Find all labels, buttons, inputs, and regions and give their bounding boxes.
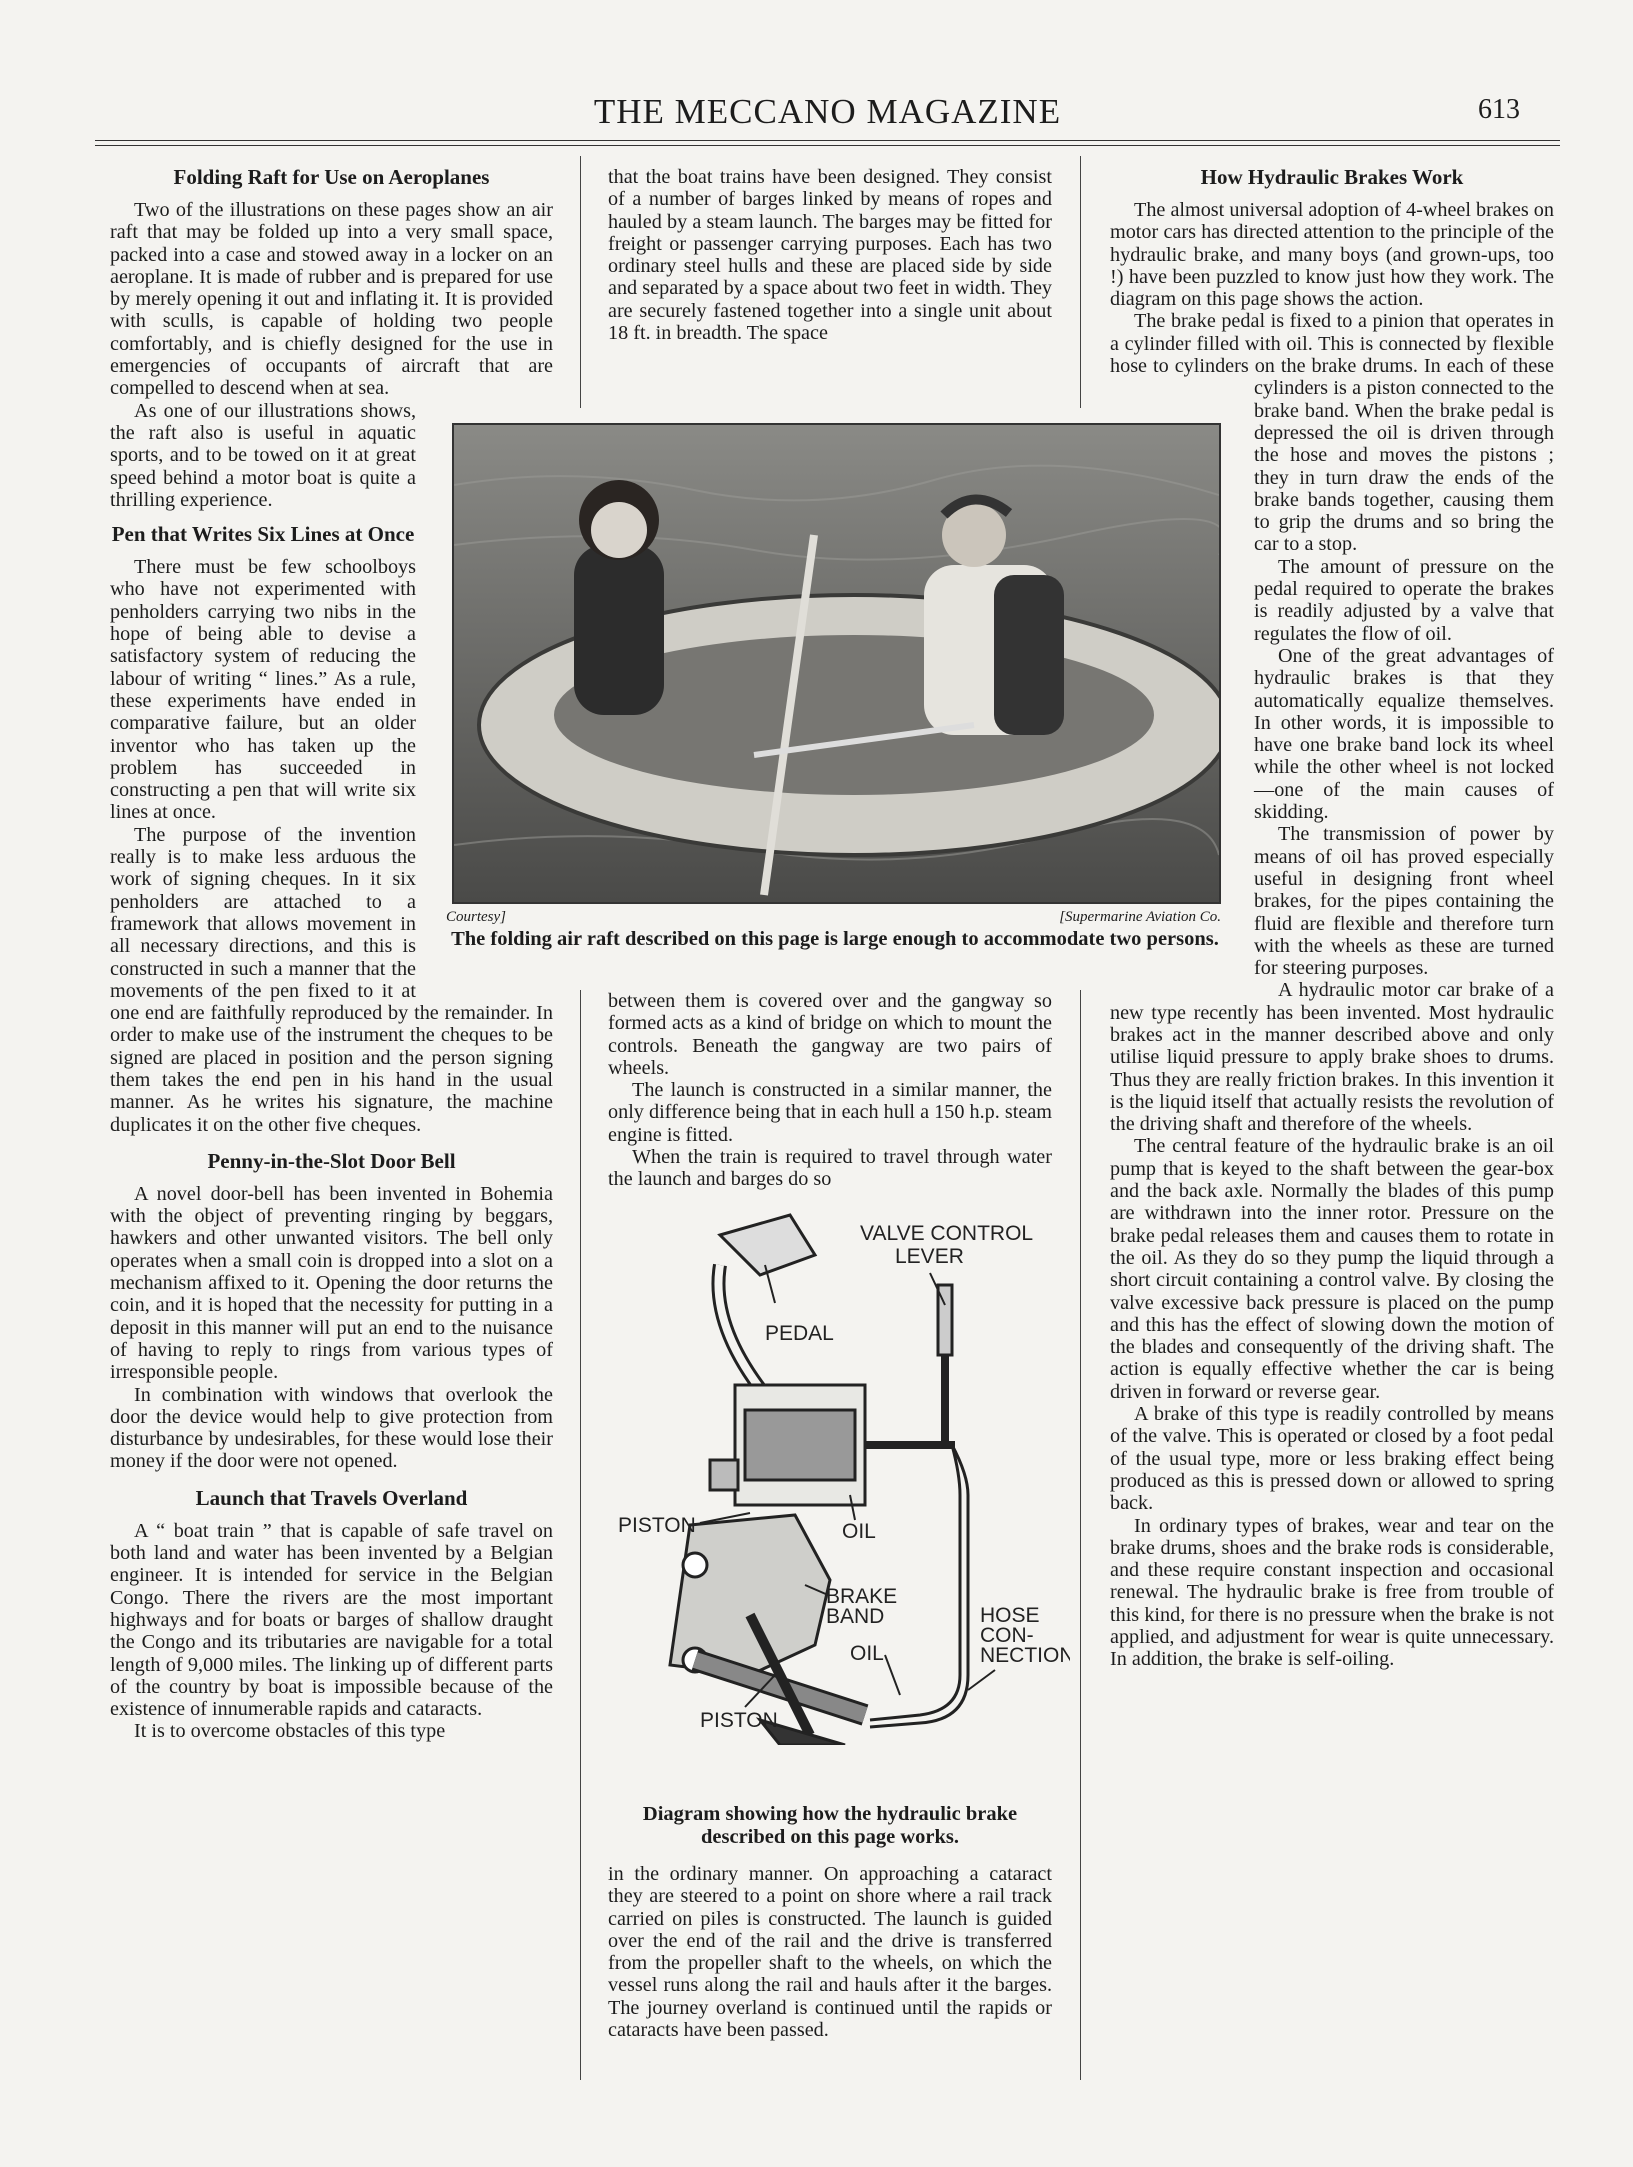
article-launch-mid-p3: When the train is required to travel through water the launch and barges do so [608, 1146, 1052, 1191]
label-hose-nection: NECTION [980, 1644, 1070, 1667]
label-band: BAND [826, 1605, 885, 1628]
label-hose: HOSE [980, 1604, 1040, 1627]
label-piston-bottom: PISTON [700, 1709, 778, 1732]
article-pen-p2: The purpose of the invention really is to make less arduous the work of signing cheques. In it six penholders are attached to a framework that allows movement in all necessary directions, and this is constructed in such a manner that the movements of the pen fixed to it at one end are faithfully reproduced by the remainder. In order to make use of the instrument the cheques to be signed are placed in position and the person signing them takes the end pen in his hand in the usual manner. As he writes his signature, the machine duplicates it on the other five cheques. [110, 823, 553, 1136]
raft-photo [452, 423, 1221, 904]
label-valve-lever: LEVER [895, 1245, 964, 1268]
article-launch-cont-bottom: in the ordinary manner. On approaching a cataract they are steered to a point on shore where a rail track carried on piles is constructed. The launch is guided over the end of the rail and the drive is transferred from the propeller shaft to the wheels, on which the vessel runs along the rail and hauls after it the barges. The journey overland is continued until the rapids or cataracts have been passed. [608, 1863, 1052, 2042]
article-brakes-p2: The brake pedal is fixed to a pinion that operates in a cylinder filled with oil. This is connected by flexible hose to cylinders on the brake drums. In each of these cylinders is a piston connected to the brake band. When the brake pedal is depressed the oil is driven through the hose and moves the pistons ; they in turn draw the ends of the brake bands together, causing them to grip the drums and so bring the car to a stop. [1110, 310, 1554, 556]
photo-credit-left: Courtesy] [446, 909, 506, 925]
article-brakes-p1: The almost universal adoption of 4-wheel brakes on motor cars has directed attention to the principle of the hydraulic brake, and many boys (and grown-ups, too !) have been puzzled to know just how they work. The diagram on this page shows the action. [1110, 199, 1554, 311]
hydraulic-brake-drawing [600, 1195, 1070, 1745]
article-brakes-p6: A hydraulic motor car brake of a new type recently has been invented. Most hydraulic brakes act in the manner described above and only utilise liquid pressure to apply brake shoes to drums. Thus they are really friction brakes. In this invention it is the liquid itself that actually resists the revolution of the driving shaft and therefore of the wheels. [1110, 979, 1554, 1136]
photo-credit-right: [Supermarine Aviation Co. [1059, 909, 1221, 925]
hydraulic-brake-diagram [600, 1195, 1070, 1745]
column-rule-left-top [580, 156, 581, 408]
article-launch-mid-p1: between them is covered over and the gangway so formed acts as a kind of bridge on which to mount the controls. Beneath the gangway are two pairs of wheels. [608, 990, 1052, 1079]
article-launch-p2: It is to overcome obstacles of this type [134, 1720, 446, 1743]
label-hose-con: CON- [980, 1624, 1034, 1647]
label-piston-top: PISTON [618, 1514, 696, 1537]
heading-pen: Pen that Writes Six Lines at Once [111, 522, 415, 547]
heading-door-bell: Penny-in-the-Slot Door Bell [207, 1148, 456, 1173]
article-launch-cont-top: that the boat trains have been designed. They consist of a number of barges linked by means of ropes and hauled by a steam launch. The barges may be fitted for freight or passenger carrying purposes. Each has two ordinary steel hulls and these are placed side by side and separated by a space about two feet in width. They are securely fastened together into a single unit about 18 ft. in breadth. The space [608, 166, 1052, 345]
magazine-title: THE MECCANO MAGAZINE [593, 92, 1062, 131]
column-right [1110, 166, 1554, 1671]
article-brakes-p4: One of the great advantages of hydraulic brakes is that they automatically equalize themselves. In other words, it is impossible to have one brake band lock its wheel while the other wheel is not locked—one of the main causes of skidding. [1254, 644, 1554, 824]
article-launch-mid-p2: The launch is constructed in a similar manner, the only difference being that in each hull a 150 h.p. steam engine is fitted. [608, 1079, 1052, 1146]
article-brakes-p9: In ordinary types of brakes, wear and tear on the brake drums, shoes and the brake rods is considerable, and these require constant inspection and occasional renewal. The hydraulic brake is free from trouble of this kind, for there is no pressure when the brake is not applied, and adjustment for wear is quite unnecessary. In addition, the brake is self-oiling. [1110, 1514, 1554, 1671]
article-brakes-p7: The central feature of the hydraulic brake is an oil pump that is keyed to the shaft between the gear-box and the back axle. Normally the blades of this pump are withdrawn into the inner rotor. Pressure on the brake pedal releases them and causes them to rotate in the oil. As they do so they pump the liquid through a short circuit containing a control valve. By closing the valve excessive back pressure is placed on the pump and this has the effect of slowing down the motion of the blades and consequently of the driving shaft. The action is equally effective whether the car is being driven in forward or reverse gear. [1110, 1135, 1554, 1403]
column-middle-bottom [608, 1863, 1052, 2041]
article-brakes-p5: The transmission of power by means of oil has proved especially useful in designing front wheel brakes, for the pipes containing the fluid are flexible and therefore turn with the wheels as these are turned for steering purposes. [1254, 823, 1554, 980]
article-raft-p1: Two of the illustrations on these pages show an air raft that may be folded up into a very small space, packed into a case and stowed away in a locker on an aeroplane. It is made of rubber and is prepared for use by merely opening it out and inflating it. It is provided with sculls, is capable of holding two people comfortably, and is chiefly designed for the use in emergencies of occupants of aircraft that are compelled to descend when at sea. [110, 199, 553, 400]
label-oil-top: OIL [842, 1520, 876, 1543]
heading-launch: Launch that Travels Overland [195, 1485, 468, 1510]
label-oil-bottom: OIL [850, 1642, 884, 1665]
article-launch-p1: A “ boat train ” that is capable of safe travel on both land and water has been invented by a Belgian engineer. It is intended for service in the Belgian Congo. There the rivers are the most important highways and for boats or barges of shallow draught the Congo and its tributaries are navigable for a total length of 9,000 miles. The linking up of different parts of the country by boat is impossible because of the existence of innumerable rapids and cataracts. [110, 1519, 553, 1721]
article-brakes-p8: A brake of this type is readily controlled by means of the valve. This is operated or closed by a foot pedal of the usual type, more or less braking effect being produced as this is pressed down or allowed to spring back. [1110, 1403, 1554, 1515]
raft-photo-illustration [454, 425, 1219, 902]
article-pen-p1: There must be few schoolboys who have not experimented with penholders carrying two nibs in the hope of being able to devise a satisfactory system of reducing the labour of writing “ lines.” As a rule, these experiments have ended in comparative failure, but an older inventor who has taken up the problem has succeeded in constructing a pen that will write six lines at once. [110, 556, 416, 824]
column-middle-top [608, 166, 1052, 344]
heading-folding-raft: Folding Raft for Use on Aeroplanes [173, 165, 490, 189]
label-brake: BRAKE [826, 1585, 898, 1608]
column-rule-right-top [1080, 156, 1081, 408]
photo-caption: The folding air raft described on this page is large enough to accommodate two persons. [451, 928, 1219, 950]
diagram-caption: Diagram showing how the hydraulic brake described on this page works. [642, 1803, 1018, 1848]
column-left [110, 166, 553, 1743]
header-rule-thin [95, 145, 1560, 146]
column-rule-right-bottom [1080, 990, 1081, 2080]
page-number: 613 [1478, 94, 1520, 125]
article-raft-p2: As one of our illustrations shows, the raft also is useful in aquatic sports, and to be towed on it at great speed behind a motor boat is quite a thrilling experience. [110, 399, 416, 511]
header-rule [95, 140, 1560, 141]
label-pedal: PEDAL [765, 1322, 834, 1345]
page-header [95, 92, 1560, 136]
photo-credit [446, 909, 1221, 926]
article-bell-p2: In combination with windows that overlook the door the device would help to give protection from disturbance by undesirables, for these would lose their money if the door were not opened. [110, 1383, 553, 1473]
article-bell-p1: A novel door-bell has been invented in Bohemia with the object of preventing ringing by beggars, hawkers and other unwanted visitors. The bell only operates when a small coin is dropped into a slot on a mechanism affixed to it. Opening the door returns the coin, and it is hoped that the necessity for putting in a deposit in this manner will put an end to the nuisance of having to reply to rings from various types of irresponsible people. [110, 1182, 553, 1384]
article-brakes-p3: The amount of pressure on the pedal required to operate the brakes is readily adjusted by a valve that regulates the flow of oil. [1254, 555, 1554, 645]
label-valve-control: VALVE CONTROL [860, 1222, 1034, 1245]
column-middle-mid [608, 990, 1052, 1191]
heading-hydraulic-brakes: How Hydraulic Brakes Work [1200, 165, 1464, 189]
column-rule-left-bottom [580, 990, 581, 2080]
